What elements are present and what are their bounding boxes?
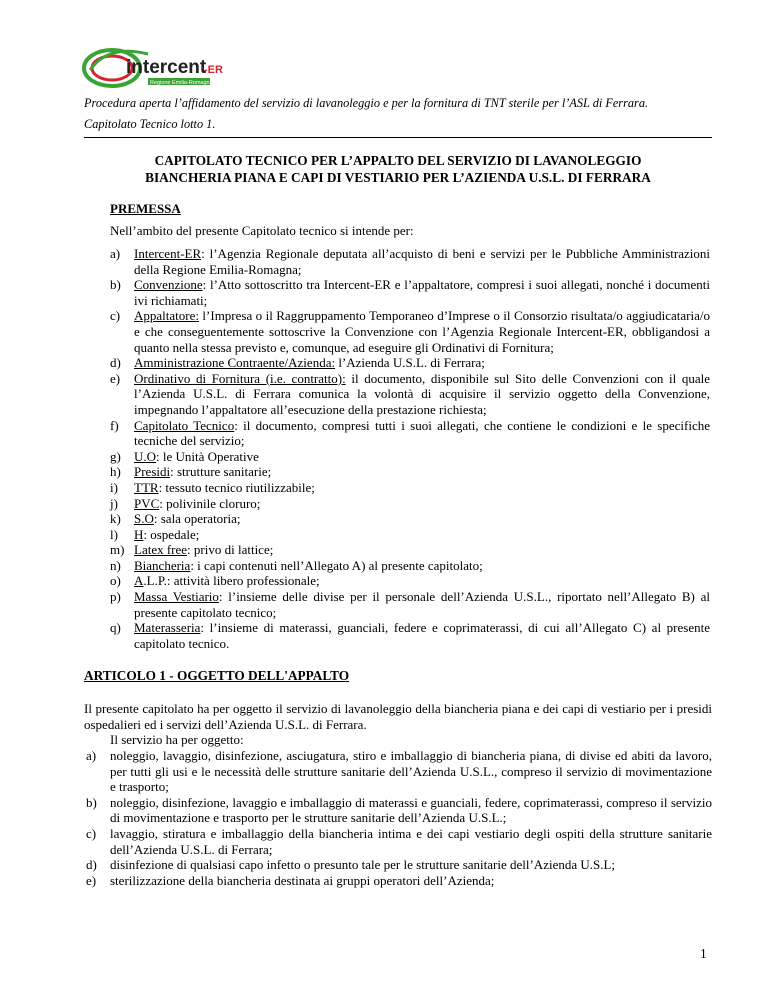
definition-text: : sala operatoria; (153, 511, 241, 527)
service-marker: c) (86, 825, 97, 841)
definition-term: Amministrazione Contraente/Azienda: (134, 355, 336, 371)
definition-term: H (134, 526, 144, 542)
definition-item (110, 355, 710, 371)
definition-text: : le Unità Operative (156, 448, 259, 464)
definition-text: : l’Atto sottoscritto tra Intercent-ER e l’appaltatore, compresi i suoi allegati, nonché i documenti ivi richiamati; (134, 277, 710, 308)
definition-marker: h) (110, 464, 121, 480)
definition-text: : il documento, compresi tutti i suoi allegati, che contiene le condizioni e le specifiche tecniche del servizio; (134, 417, 710, 449)
definition-term: U.O (134, 448, 157, 464)
definition-marker: o) (110, 573, 121, 589)
premessa-intro: Nell’ambito del presente Capitolato tecnico si intende per: (110, 223, 414, 238)
definition-marker: i) (110, 479, 118, 495)
service-item (84, 873, 712, 889)
svg-text:-ER: -ER (204, 64, 223, 76)
definition-marker: l) (110, 526, 118, 542)
definition-text: : strutture sanitarie; (170, 464, 272, 480)
definition-item (110, 558, 710, 574)
definition-term: S.O (134, 511, 154, 527)
definition-marker: p) (110, 589, 121, 605)
definition-item (110, 511, 710, 527)
service-text: disinfezione di qualsiasi capo infetto o presunto tale per le strutture sanitarie dell’Azienda U.S.L; (110, 857, 616, 873)
definition-item (110, 496, 710, 512)
definition-marker: q) (110, 620, 121, 636)
definition-item (110, 464, 710, 480)
definition-item (110, 418, 710, 449)
definition-item (110, 308, 710, 355)
definition-term: Massa Vestiario (134, 589, 219, 605)
definition-item (110, 277, 710, 308)
service-list (84, 748, 712, 888)
service-text: noleggio, lavaggio, disinfezione, asciugatura, stiro e imballaggio di biancheria piana, di divise ed abiti da lavoro, per tutti gli usi e le necessità delle strutture sanitarie dell’Azienda U.S.L., compreso il servizio di movimentazione e trasporto; (110, 748, 712, 795)
definition-term: Ordinativo di Fornitura (i.e. contratto): (134, 370, 346, 386)
definition-text: : l’insieme di materassi, guanciali, federe e coprimaterassi, di cui all’Allegato C) al presente capitolato tecnico. (134, 620, 710, 651)
definition-term: TTR (134, 479, 159, 495)
definition-marker: e) (110, 370, 121, 386)
definition-text: : privo di lattice; (187, 542, 274, 558)
definition-marker: d) (110, 355, 121, 371)
definition-marker: f) (110, 417, 119, 433)
logo-tagline: Regione Emilia-Romagna (150, 80, 213, 86)
running-header-subtitle: Capitolato Tecnico lotto 1. (84, 117, 216, 131)
service-text: lavaggio, stiratura e imballaggio della biancheria intima e dei capi vestiario degli ospiti della strutture sanitarie dell’Azienda U.S.L. di Ferrara; (110, 825, 712, 857)
definition-text: : l’Agenzia Regionale deputata all’acquisto di beni e servizi per le Pubbliche Amministrazioni della Regione Emilia-Romagna; (134, 246, 710, 277)
definition-item (110, 480, 710, 496)
definition-marker: g) (110, 448, 121, 464)
service-item (84, 795, 712, 826)
article1-heading: ARTICOLO 1 - OGGETTO DELL'APPALTO (84, 668, 350, 683)
definition-term: Intercent-ER (134, 246, 202, 261)
definition-text: : tessuto tecnico riutilizzabile; (158, 479, 315, 495)
definition-text: .L.P.: attività libero professionale; (143, 573, 320, 589)
article1-subintro: Il servizio ha per oggetto: (110, 732, 244, 747)
definition-term: Convenzione (134, 277, 203, 293)
definition-term: Materasseria (134, 620, 201, 636)
definition-marker: c) (110, 308, 121, 324)
definition-item (110, 573, 710, 589)
definition-marker: a) (110, 246, 121, 261)
definition-marker: n) (110, 557, 121, 573)
definition-item (110, 371, 710, 418)
svg-text:intercent: intercent (126, 57, 207, 78)
document-title-line2: BIANCHERIA PIANA E CAPI DI VESTIARIO PER L’AZIENDA U.S.L. DI FERRARA (145, 170, 651, 185)
running-header-title: Procedura aperta l’affidamento del servizio di lavanoleggio e per la fornitura di TNT sterile per l’ASL di Ferrara. (84, 96, 649, 110)
premessa-heading: PREMESSA (110, 201, 181, 216)
service-item (84, 857, 712, 873)
service-text: sterilizzazione della biancheria destinata ai gruppi operatori dell’Azienda; (110, 872, 495, 888)
definition-text: l’Impresa o il Raggruppamento Temporaneo d’Imprese o il Consorzio risultata/o aggiudicataria/o e che conseguentemente sottoscrive la Convenzione con l’Agenzia Regionale Intercent-ER, obbligandosi a quanto nella stessa previsto e, comunque, ad eseguire gli Ordinativi di Fornitura; (134, 308, 710, 355)
intercent-er-logo (78, 40, 238, 92)
definition-text: : polivinile cloruro; (159, 495, 261, 511)
definition-item (110, 246, 710, 277)
definition-term: PVC (134, 495, 160, 511)
definition-term: Latex free (134, 542, 188, 558)
definition-text: l’Azienda U.S.L. di Ferrara; (335, 355, 485, 371)
service-item (84, 826, 712, 857)
definition-text: il documento, disponibile sul Sito delle Convenzioni con il quale l’Azienda U.S.L. di Ferrara comunica la volontà di acquisire il servizio oggetto della Convenzione, impegnando l’appaltatore all’esecuzione della prestazione richiesta; (134, 370, 710, 417)
definition-term: A (134, 573, 144, 589)
definition-item (110, 449, 710, 465)
definition-item (110, 620, 710, 651)
definition-text: : ospedale; (143, 526, 200, 542)
definition-text: : i capi contenuti nell’Allegato A) al presente capitolato; (190, 557, 483, 573)
definition-item (110, 527, 710, 543)
service-text: noleggio, disinfezione, lavaggio e imballaggio di materassi e guanciali, federe, coprimaterassi, compreso il servizio di movimentazione e trasporto per le strutture sanitarie dell’Azienda U.S.L.; (110, 794, 712, 826)
definition-marker: j) (110, 495, 118, 511)
definition-term: Biancheria (134, 557, 191, 573)
document-title (84, 152, 712, 186)
page-number: 1 (700, 946, 707, 961)
service-marker: b) (86, 794, 97, 810)
header-divider (84, 137, 712, 138)
definition-marker: k) (110, 511, 121, 527)
service-marker: d) (86, 857, 97, 873)
definition-marker: m) (110, 542, 125, 558)
service-marker: e) (86, 872, 97, 888)
definition-item (110, 542, 710, 558)
definition-text: : l’insieme delle divise per il personale dell’Azienda U.S.L., riportato nell’Allegato B) al presente capitolato tecnico; (134, 589, 710, 620)
service-item (84, 748, 712, 795)
definition-term: Capitolato Tecnico (134, 417, 235, 433)
definitions-list (110, 246, 710, 651)
article1-intro: Il presente capitolato ha per oggetto il servizio di lavanoleggio della biancheria piana e dei capi di vestiario per i presidi ospedalieri ed i servizi dell’Azienda U.S.L. di Ferrara. (84, 701, 712, 732)
definition-marker: b) (110, 277, 121, 293)
document-title-line1: CAPITOLATO TECNICO PER L’APPALTO DEL SERVIZIO DI LAVANOLEGGIO (154, 153, 642, 168)
definition-term: Presidi (134, 464, 171, 480)
definition-term: Appaltatore: (134, 308, 199, 324)
definition-item (110, 589, 710, 620)
service-marker: a) (86, 748, 97, 763)
